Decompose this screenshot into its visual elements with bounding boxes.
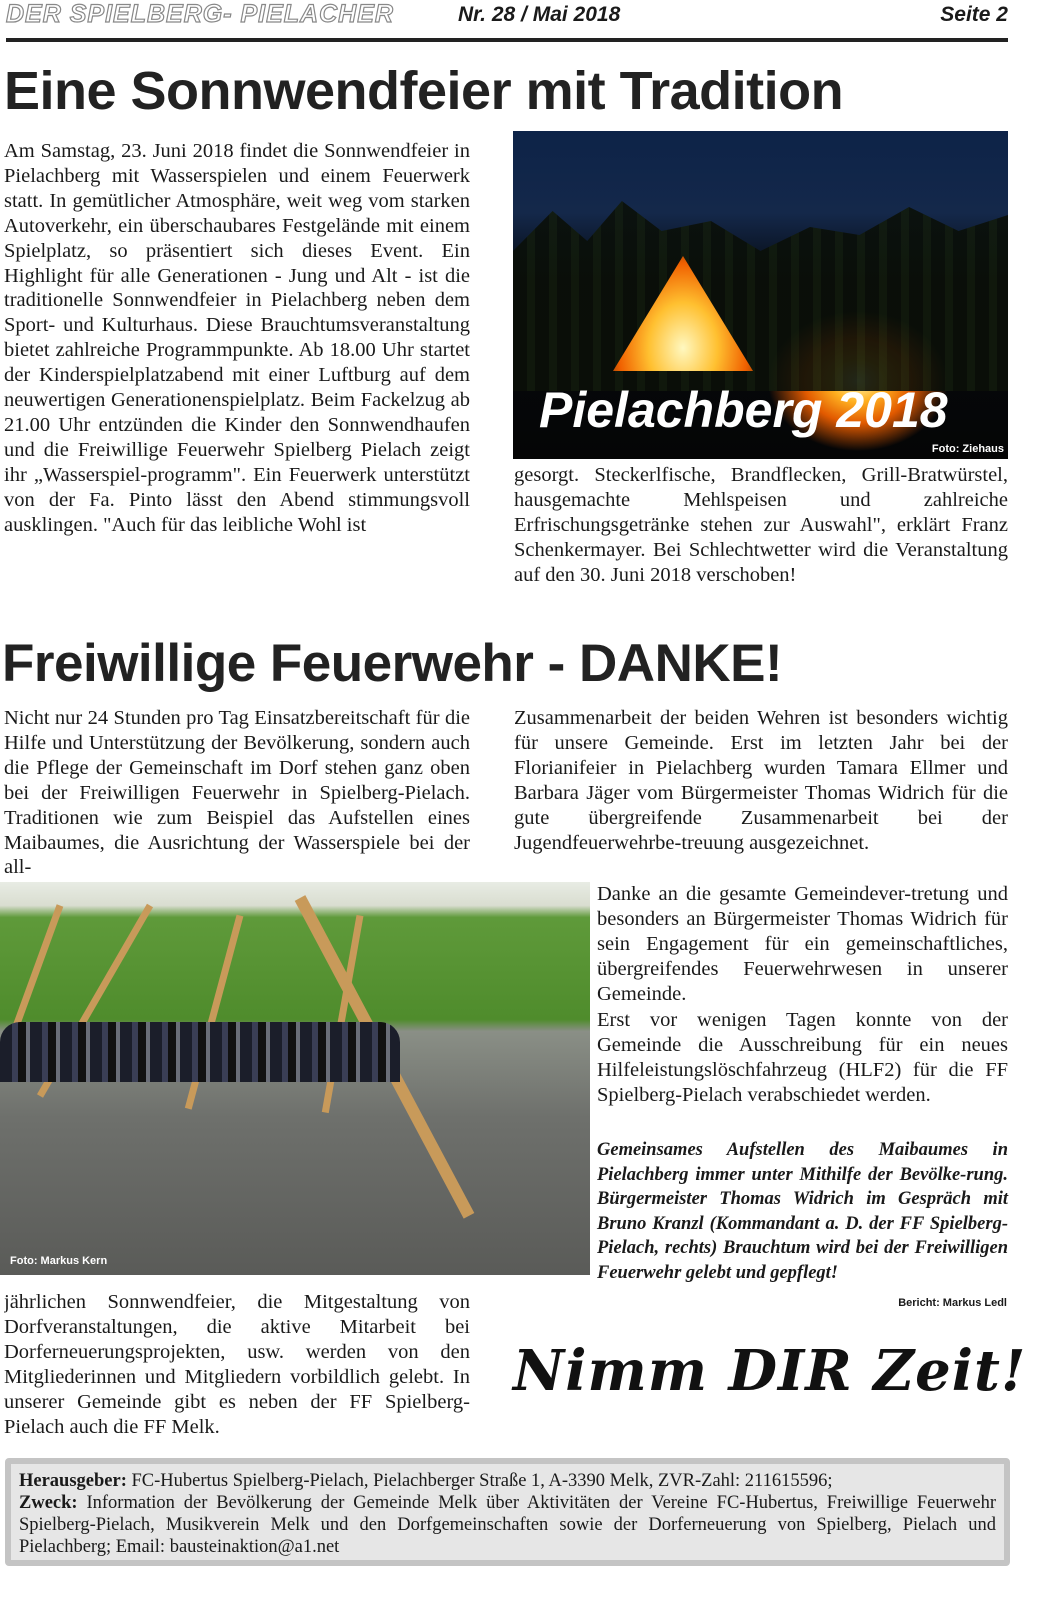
article2-column1-bottom: jährlichen Sonnwendfeier, die Mitgestaltung von Dorfveranstaltungen, die aktive Mitarbeit bei Dorferneuerungsprojekten, usw. werden von den Mitgliederinnen und Mitgliedern vorbildlich gelebt. In unserer Gemeinde gibt es neben der FF Spielberg-Pielach auch die FF Melk.	[4, 1291, 470, 1438]
photo-credit: Foto: Markus Kern	[10, 1255, 108, 1267]
article1-title: Eine Sonnwendfeier mit Tradition	[4, 61, 844, 121]
bonfire-photo	[513, 131, 1008, 459]
crowd	[0, 1022, 400, 1082]
issue-number: Nr. 28 / Mai 2018	[458, 3, 621, 26]
article2-column2-p3: Erst vor wenigen Tagen konnte von der Gemeinde die Ausschreibung für ein neues Hilfeleistungslöschfahrzeug (HLF2) für die FF Spielberg-Pielach verabschiedet werden.	[597, 1009, 1008, 1106]
article2-title: Freiwillige Feuerwehr - DANKE!	[2, 634, 783, 693]
article2-column2-p2: Danke an die gesamte Gemeindever-tretung und besonders an Bürgermeister Thomas Widrich für sein Engagement für ein gemeinschaftliches, übergreifendes Feuerwehrwesen in unserer Gemeinde.	[597, 883, 1008, 1005]
publisher-text: FC-Hubertus Spielberg-Pielach, Pielachberger Straße 1, A-3390 Melk, ZVR-Zahl: 211615596;	[126, 1471, 833, 1491]
photo-credit: Foto: Ziehaus	[931, 443, 1004, 455]
purpose-text: Information der Bevölkerung der Gemeinde Melk über Aktivitäten der Vereine FC-Hubertus, Freiwillige Feuerwehr Spielberg-Pielach, Musikverein Melk und den Dorfgemeinschaften sowie der Dorferneuerung von Spielberg, Pielach und Pielachberg; Email: bausteinaktion@a1.net	[19, 1493, 996, 1557]
masthead-logo: DER SPIELBERG- PIELACHER	[6, 0, 394, 28]
photo-caption-overlay: Pielachberg 2018	[539, 382, 948, 438]
maypole-photo	[0, 882, 590, 1275]
slogan: Nimm DIR Zeit!	[513, 1338, 1027, 1404]
article2-column1-top: Nicht nur 24 Stunden pro Tag Einsatzbereitschaft für die Hilfe und Unterstützung der Bevölkerung, sondern auch die Pflege der Gemeinschaft im Dorf stehen ganz oben bei der Freiwilligen Feuerwehr in Spielberg-Pielach. Traditionen wie zum Beispiel das Aufstellen eines Maibaumes, die Ausrichtung der Wasserspiele bei der all-	[4, 707, 470, 879]
article1-column1: Am Samstag, 23. Juni 2018 findet die Sonnwendfeier in Pielachberg mit Wasserspielen und einem Feuerwerk statt. In gemütlicher Atmosphäre, weit weg vom starken Autoverkehr, ein überschaubares Festgelände mit einem Spielplatz, so präsentiert sich dieses Event. Ein Highlight für alle Generationen - Jung und Alt - ist die traditionelle Sonnwendfeier in Pielachberg neben dem Sport- und Kulturhaus. Diese Brauchtumsveranstaltung bietet zahlreiche Programmpunkte. Ab 18.00 Uhr startet der Kinderspielplatzabend mit einer Luftburg auf dem neuwertigen Generationenspielplatz. Beim Fackelzug ab 21.00 Uhr entzünden die Kinder den Sonnwendhaufen und die Freiwillige Feuerwehr Spielberg Pielach zeigt ihr „Wasserspiel-programm". Ein Feuerwerk unterstützt von der Fa. Pinto lässt den Abend stimmungsvoll ausklingen. "Auch für das leibliche Wohl ist	[4, 140, 470, 536]
imprint-box	[5, 1458, 1010, 1566]
photo-caption: Gemeinsames Aufstellen des Maibaumes in Pielachberg immer unter Mithilfe der Bevölke-rung. Bürgermeister Thomas Widrich im Gespräch mit Bruno Kranzl (Kommandant a. D. der FF Spielberg-Pielach, rechts) Brauchtum wird bei der Freiwilligen Feuerwehr gelebt und gepflegt!	[597, 1140, 1008, 1283]
trees-silhouette	[513, 191, 1008, 391]
article1-column2: gesorgt. Steckerlfische, Brandflecken, Grill-Bratwürstel, hausgemachte Mehlspeisen und zahlreiche Erfrischungsgetränke stehen zur Auswahl", erklärt Franz Schenkermayer. Bei Schlechtwetter wird die Veranstaltung auf den 30. Juni 2018 verschoben!	[514, 464, 1008, 586]
publisher-label: Herausgeber:	[19, 1471, 127, 1491]
report-credit: Bericht: Markus Ledl	[898, 1297, 1007, 1309]
header-rule	[6, 38, 1008, 42]
article2-column2-top: Zusammenarbeit der beiden Wehren ist besonders wichtig für unsere Gemeinde. Erst im letzten Jahr bei der Florianifeier in Pielachberg wurden Tamara Ellmer und Barbara Jäger vom Bürgermeister Thomas Widrich für die gute übergreifende Zusammenarbeit bei der Jugendfeuerwehrbe-treuung ausgezeichnet.	[514, 707, 1008, 854]
page-number: Seite 2	[940, 3, 1008, 26]
purpose-label: Zweck:	[19, 1493, 78, 1513]
